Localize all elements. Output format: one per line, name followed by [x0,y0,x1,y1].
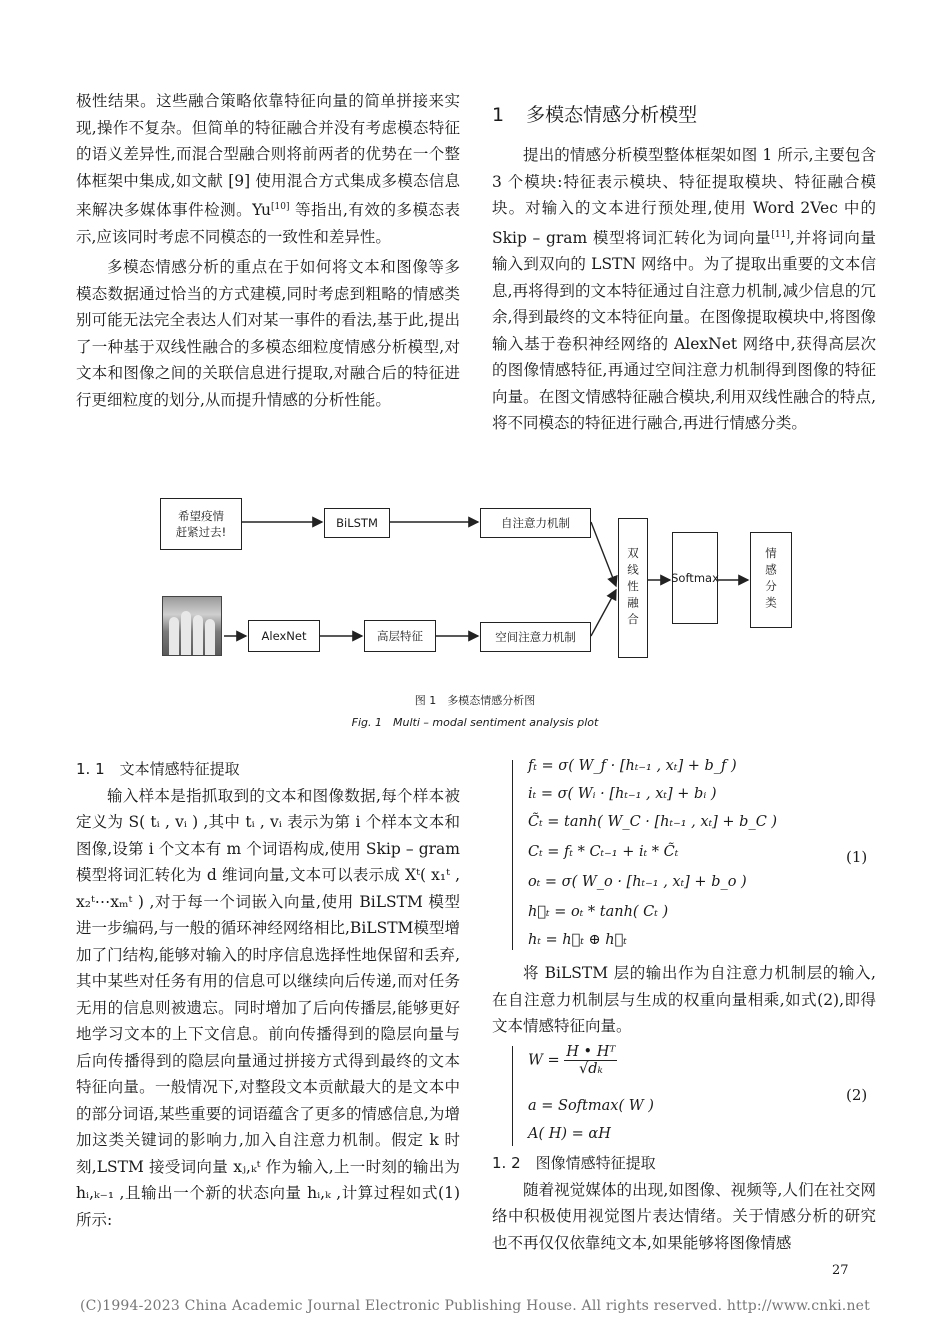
equation-row: h⃗ₜ = oₜ * tanh( Cₜ ) [528,904,669,920]
spatial-attention-box: 空间注意力机制 [480,622,591,652]
figure-1 [150,490,800,670]
figure-caption-cn: 图 1 多模态情感分析图 [414,694,536,707]
bilinear-fusion-box [618,518,648,658]
left-column-top [76,88,460,413]
self-attention-box: 自注意力机制 [480,508,591,538]
equation-number: (1) [846,848,868,866]
figure-caption-en: Fig. 1 Multi – modal sentiment analysis plot [351,716,599,729]
arrow [591,590,616,636]
equation-brace [512,760,523,950]
emotion-class-label: 情感分类 [764,547,778,613]
equation-row: hₜ = h⃗ₜ ⊕ h⃖ₜ [528,932,627,948]
equation-row: C̃ₜ = tanh( W_C · [hₜ₋₁ , xₜ] + b_C ) [528,814,778,830]
equation-number: (2) [846,1086,868,1104]
paragraph: 输入样本是指抓取到的文本和图像数据,每个样本被定义为 S( tᵢ , vᵢ ) ,其中 tᵢ , vᵢ 表示为第 i 个样本文本和图像,设第 i 个文本有 m 个词语构成,使用 Skip – gram 模型将词汇转化为 d 维词向量,文本可以表示成 Xᵗ( x₁ᵗ , x₂ᵗ⋯xₘᵗ ) ,对于每一个词嵌入向量,使用 BiLSTM 模型进一步编码,与一般的循环神经网络相比,BiLSTM模型增加了门结构,能够对输入的时序信息选择性地保留和丢弃,其中某些对任务有用的信息可以继续向后传递,而对任务无用的信息则被遗忘。同时增加了后向传播层,能够更好地学习文本的上下文信息。前向传播得到的隐层向量与后向传播得到的隐层向量通过拼接方式得到最终的文本特征向量。一般情况下,对整段文本贡献最大的是文本中的部分词语,某些重要的词语蕴含了更多的情感信息,为增加这类关键词的影响力,加入自注意力机制。假定 k 时刻,LSTM 接受词向量 xⱼ,ₖᵗ 作为输入,上一时刻的输出为 hᵢ,ₖ₋₁ ,且输出一个新的状态向量 hᵢ,ₖ ,计算过程如式(1)所示: [76,786,460,1229]
subsection-heading: 1. 1 文本情感特征提取 [76,760,240,778]
equation-brace [512,1046,523,1146]
equation-row: fₜ = σ( W_f · [hₜ₋₁ , xₜ] + b_f ) [528,758,737,774]
left-column-bottom [76,756,460,1233]
bilinear-label: 双线性融合 [626,546,640,630]
text: 极性结果。这些融合策略依靠特征向量的简单拼接来实现,操作不复杂。但简单的特征融合并没有考虑模态特征的语义差异性,而混合型融合则将前两者的优势在一个整体框架中集成,如文献 [9] 使用混合方式集成多模态信息来解决多媒体事件检测。Yu [76,92,460,220]
paragraph: 将 BiLSTM 层的输出作为自注意力机制层的输入,在自注意力机制层与生成的权重向量相乘,如式(2),即得文本情感特征向量。 [492,964,876,1035]
equation-lhs: W = [528,1052,560,1069]
section-title: 多模态情感分析模型 [526,104,698,126]
alexnet-box: AlexNet [248,620,320,652]
softmax-box: Softmax [672,532,718,624]
text: 等指出,有效的多模态表示,应该同时考虑不同模态的一致性和差异性。 [76,201,460,246]
citation: [10] [271,202,290,212]
right-column-middle [492,960,876,1040]
fraction [564,1044,617,1077]
copyright-footer: (C)1994-2023 China Academic Journal Electronic Publishing House. All rights reserved. http://www.cnki.net [79,1298,870,1314]
high-level-feature-box: 高层特征 [364,620,436,652]
text: ,并将词向量输入到双向的 LSTN 网络中。为了提取出重要的文本信息,再将得到的文本特征通过自注意力机制,减少信息的冗余,得到最终的文本特征向量。在图像提取模块中,将图像输入基于卷积神经网络的 AlexNet 网络中,获得高层次的图像情感特征,再通过空间注意力机制得到图像的特征向量。在图文情感特征融合模块,利用双线性融合的特点,将不同模态的特征进行融合,再进行情感分类。 [492,228,876,433]
emotion-class-box [750,532,792,628]
citation: [11] [771,229,790,240]
equation-1 [512,756,882,956]
section-number: 1 [492,104,505,126]
equation-row: a = Softmax( W ) [528,1098,654,1114]
section-heading [492,100,697,127]
page-number: 27 [832,1263,849,1278]
equation-row: oₜ = σ( W_o · [hₜ₋₁ , xₜ] + b_o ) [528,874,747,890]
equation-row: Cₜ = fₜ * Cₜ₋₁ + iₜ * C̃ₜ [528,844,679,860]
equation-2 [512,1042,882,1150]
right-column-bottom [492,1150,876,1256]
text: 提出的情感分析模型整体框架如图 1 所示,主要包含 3 个模块:特征表示模块、特征提取模块、特征融合模块。对输入的文本进行预处理,使用 Word 2Vec 中的 Skip – gram 模型将词汇转化为词向量 [492,146,876,247]
text-input-box: 希望疫情 赶紧过去! [160,498,242,550]
equation-row: A( H) = αH [528,1126,611,1142]
sample-photo [162,596,222,656]
subsection-heading: 1. 2 图像情感特征提取 [492,1154,656,1172]
bilstm-box: BiLSTM [324,508,390,538]
paragraph: 多模态情感分析的重点在于如何将文本和图像等多模态数据通过恰当的方式建模,同时考虑到粗略的情感类别可能无法完全表达人们对某一事件的看法,基于此,提出了一种基于双线性融合的多模态细粒度情感分析模型,对文本和图像之间的关联信息进行提取,对融合后的特征进行更细粒度的划分,从而提升情感的分析性能。 [76,258,460,409]
arrow [591,522,616,586]
paragraph [492,142,876,437]
paragraph: 随着视觉媒体的出现,如图像、视频等,人们在社交网络中积极使用视觉图片表达情绪。关于情感分析的研究也不再仅仅依靠纯文本,如果能够将图像情感 [492,1180,876,1252]
right-column-top [492,142,876,437]
paragraph [76,88,460,250]
equation-row [528,1044,617,1077]
denominator: √dₖ [578,1061,603,1077]
numerator: H • Hᵀ [566,1044,616,1060]
equation-row: iₜ = σ( Wᵢ · [hₜ₋₁ , xₜ] + bᵢ ) [528,786,717,802]
